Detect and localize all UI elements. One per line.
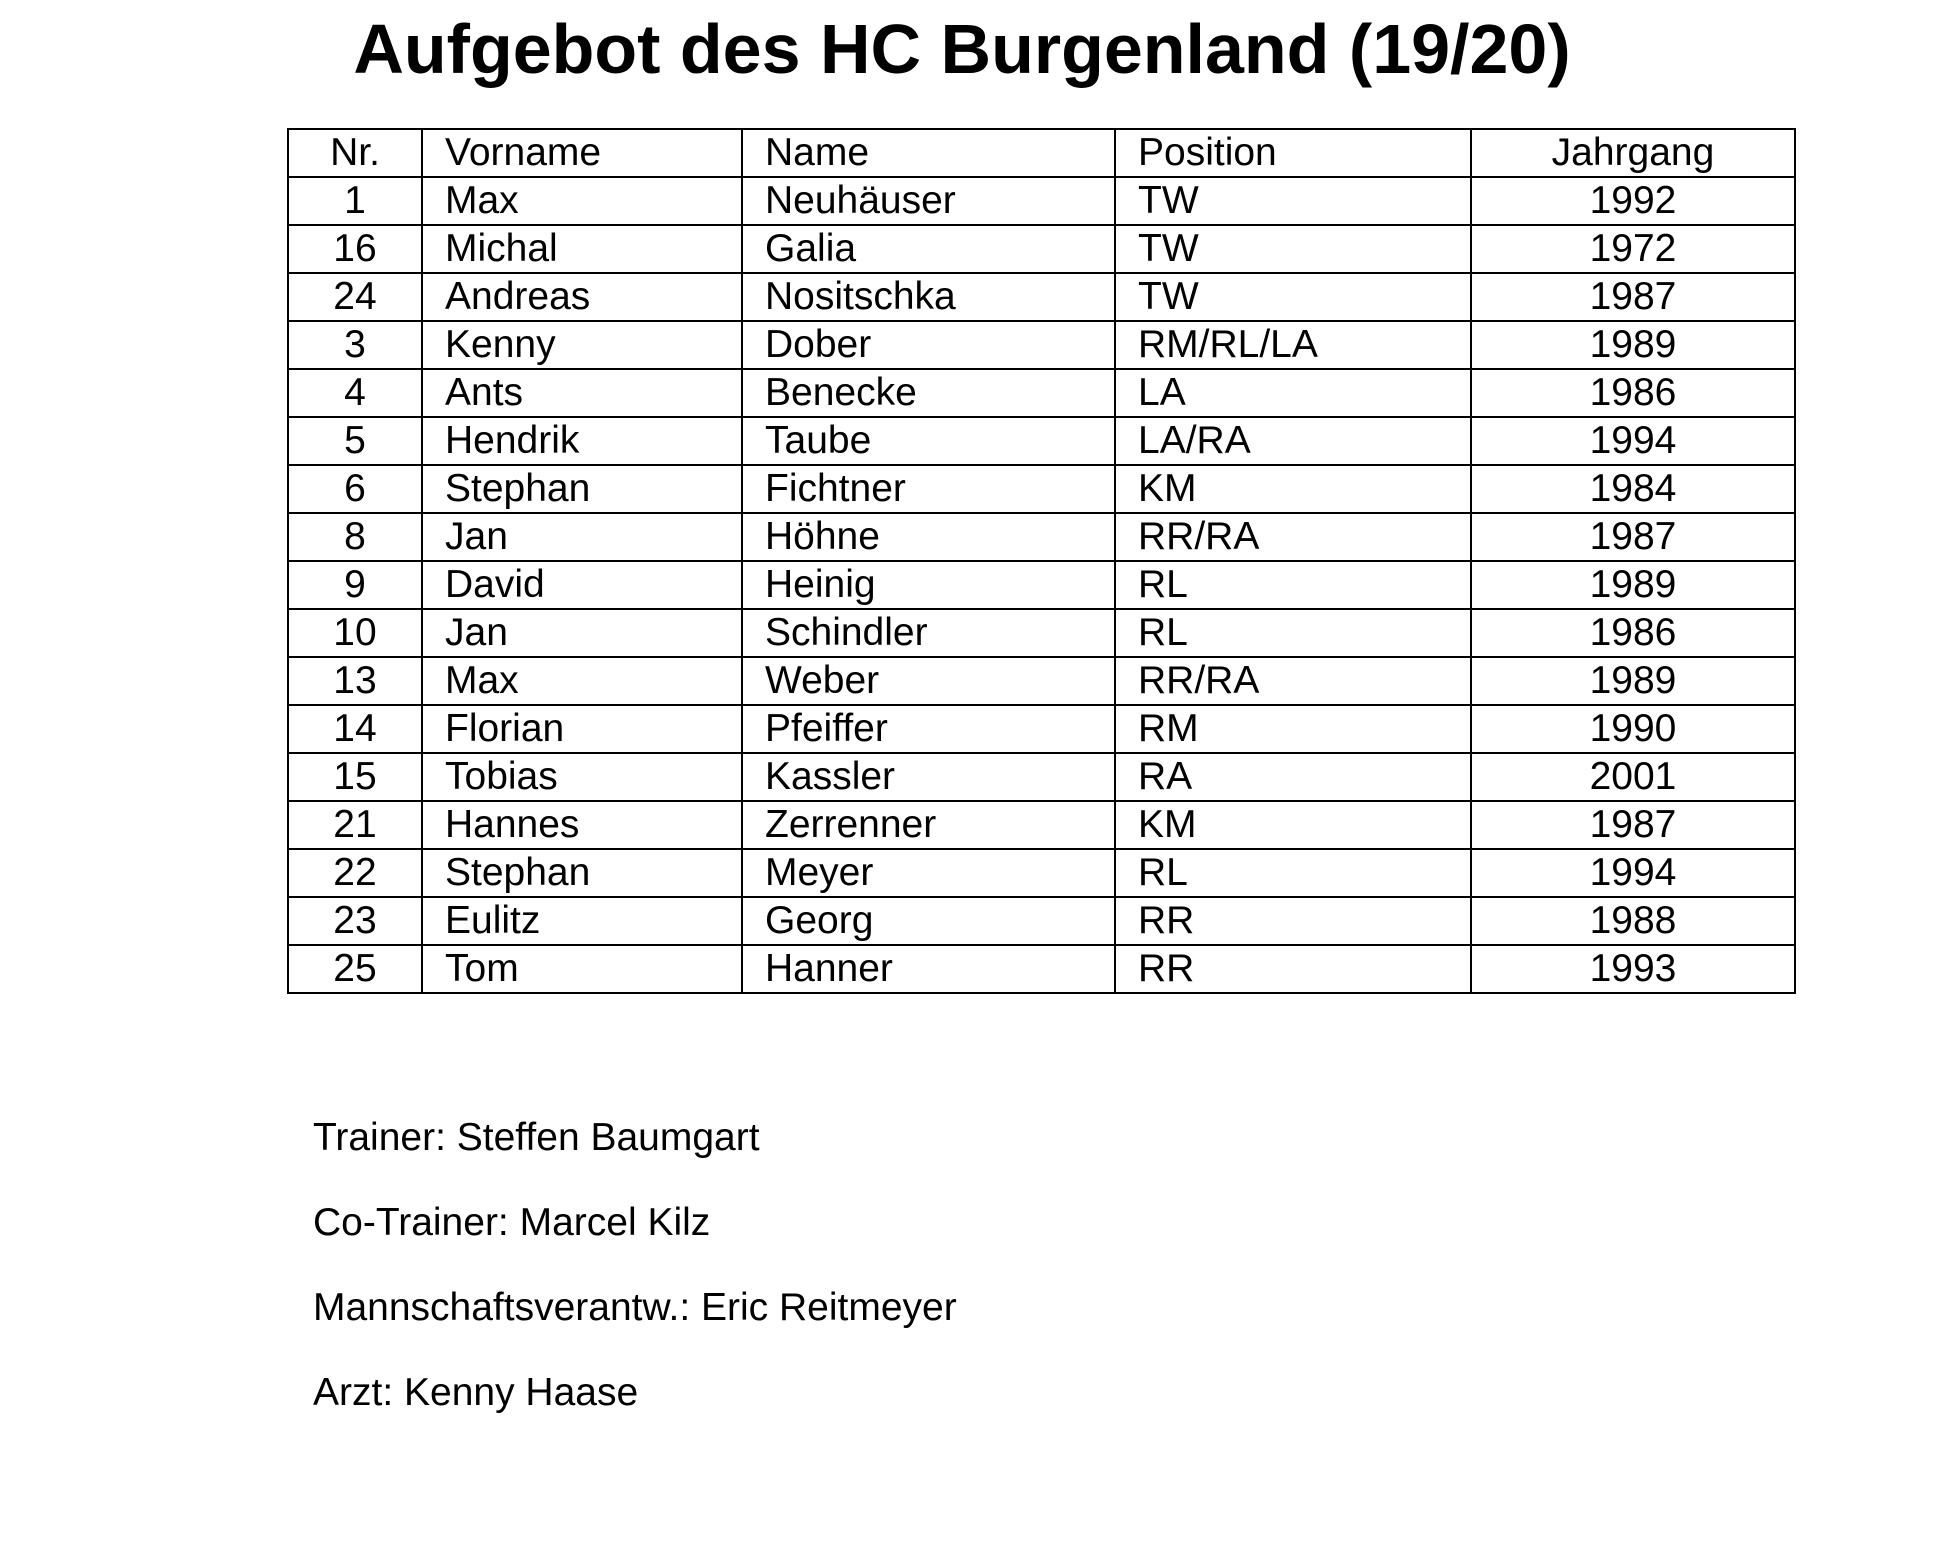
cell-name: Weber [742, 657, 1115, 705]
cell-position: RM [1115, 705, 1471, 753]
roster-table [287, 128, 1796, 994]
page-title: Aufgebot des HC Burgenland (19/20) [353, 10, 1571, 88]
staff-arzt: Arzt: Kenny Haase [313, 1371, 639, 1414]
cell-vorname: Kenny [422, 321, 742, 369]
table-row [288, 753, 1795, 801]
cell-jahrgang: 1992 [1471, 177, 1795, 225]
cell-nr: 4 [288, 369, 422, 417]
cell-jahrgang: 1988 [1471, 897, 1795, 945]
cell-vorname: Eulitz [422, 897, 742, 945]
header-name: Name [742, 129, 1115, 177]
cell-name: Pfeiffer [742, 705, 1115, 753]
cell-nr: 24 [288, 273, 422, 321]
table-row [288, 321, 1795, 369]
table-row [288, 177, 1795, 225]
table-row [288, 897, 1795, 945]
cell-position: RR/RA [1115, 657, 1471, 705]
cell-nr: 21 [288, 801, 422, 849]
cell-position: RR [1115, 945, 1471, 993]
cell-position: TW [1115, 225, 1471, 273]
cell-vorname: David [422, 561, 742, 609]
cell-position: RR [1115, 897, 1471, 945]
cell-jahrgang: 1987 [1471, 273, 1795, 321]
cell-name: Kassler [742, 753, 1115, 801]
cell-position: RR/RA [1115, 513, 1471, 561]
header-position: Position [1115, 129, 1471, 177]
cell-nr: 23 [288, 897, 422, 945]
cell-vorname: Andreas [422, 273, 742, 321]
cell-nr: 6 [288, 465, 422, 513]
cell-vorname: Jan [422, 609, 742, 657]
cell-jahrgang: 1993 [1471, 945, 1795, 993]
cell-jahrgang: 1986 [1471, 369, 1795, 417]
cell-name: Georg [742, 897, 1115, 945]
cell-name: Meyer [742, 849, 1115, 897]
cell-position: LA/RA [1115, 417, 1471, 465]
table-row [288, 465, 1795, 513]
cell-jahrgang: 1990 [1471, 705, 1795, 753]
cell-nr: 3 [288, 321, 422, 369]
cell-vorname: Jan [422, 513, 742, 561]
cell-name: Nositschka [742, 273, 1115, 321]
cell-nr: 14 [288, 705, 422, 753]
cell-nr: 8 [288, 513, 422, 561]
cell-jahrgang: 1989 [1471, 321, 1795, 369]
table-row [288, 513, 1795, 561]
cell-name: Taube [742, 417, 1115, 465]
cell-position: TW [1115, 177, 1471, 225]
cell-vorname: Hendrik [422, 417, 742, 465]
cell-vorname: Stephan [422, 465, 742, 513]
cell-jahrgang: 1994 [1471, 417, 1795, 465]
cell-nr: 22 [288, 849, 422, 897]
table-row [288, 225, 1795, 273]
cell-jahrgang: 1989 [1471, 561, 1795, 609]
table-row [288, 945, 1795, 993]
cell-nr: 25 [288, 945, 422, 993]
cell-jahrgang: 1994 [1471, 849, 1795, 897]
cell-nr: 15 [288, 753, 422, 801]
table-row [288, 657, 1795, 705]
cell-name: Galia [742, 225, 1115, 273]
table-header-row [288, 129, 1795, 177]
cell-vorname: Tobias [422, 753, 742, 801]
cell-nr: 10 [288, 609, 422, 657]
cell-jahrgang: 1984 [1471, 465, 1795, 513]
cell-nr: 9 [288, 561, 422, 609]
roster-body [288, 177, 1795, 993]
table-row [288, 705, 1795, 753]
cell-position: RL [1115, 849, 1471, 897]
cell-position: KM [1115, 465, 1471, 513]
table-row [288, 417, 1795, 465]
cell-name: Neuhäuser [742, 177, 1115, 225]
staff-trainer: Trainer: Steffen Baumgart [313, 1116, 760, 1159]
table-row [288, 369, 1795, 417]
cell-position: RL [1115, 561, 1471, 609]
cell-position: KM [1115, 801, 1471, 849]
cell-jahrgang: 2001 [1471, 753, 1795, 801]
cell-nr: 1 [288, 177, 422, 225]
cell-name: Dober [742, 321, 1115, 369]
header-jahrgang: Jahrgang [1471, 129, 1795, 177]
cell-jahrgang: 1986 [1471, 609, 1795, 657]
cell-position: RA [1115, 753, 1471, 801]
cell-jahrgang: 1972 [1471, 225, 1795, 273]
cell-jahrgang: 1987 [1471, 801, 1795, 849]
cell-nr: 5 [288, 417, 422, 465]
cell-vorname: Florian [422, 705, 742, 753]
table-row [288, 609, 1795, 657]
cell-position: TW [1115, 273, 1471, 321]
cell-jahrgang: 1987 [1471, 513, 1795, 561]
cell-vorname: Ants [422, 369, 742, 417]
table-row [288, 561, 1795, 609]
cell-vorname: Tom [422, 945, 742, 993]
cell-vorname: Max [422, 177, 742, 225]
cell-name: Zerrenner [742, 801, 1115, 849]
cell-name: Fichtner [742, 465, 1115, 513]
cell-name: Hanner [742, 945, 1115, 993]
cell-vorname: Max [422, 657, 742, 705]
cell-name: Heinig [742, 561, 1115, 609]
cell-position: RM/RL/LA [1115, 321, 1471, 369]
header-nr: Nr. [288, 129, 422, 177]
cell-nr: 16 [288, 225, 422, 273]
cell-position: RL [1115, 609, 1471, 657]
cell-vorname: Michal [422, 225, 742, 273]
cell-name: Schindler [742, 609, 1115, 657]
cell-name: Höhne [742, 513, 1115, 561]
cell-vorname: Hannes [422, 801, 742, 849]
cell-jahrgang: 1989 [1471, 657, 1795, 705]
staff-mannschaftsverantwortlicher: Mannschaftsverantw.: Eric Reitmeyer [313, 1286, 957, 1329]
cell-nr: 13 [288, 657, 422, 705]
table-row [288, 273, 1795, 321]
cell-position: LA [1115, 369, 1471, 417]
table-row [288, 849, 1795, 897]
cell-name: Benecke [742, 369, 1115, 417]
staff-co-trainer: Co-Trainer: Marcel Kilz [313, 1201, 711, 1244]
cell-vorname: Stephan [422, 849, 742, 897]
header-vorname: Vorname [422, 129, 742, 177]
table-row [288, 801, 1795, 849]
